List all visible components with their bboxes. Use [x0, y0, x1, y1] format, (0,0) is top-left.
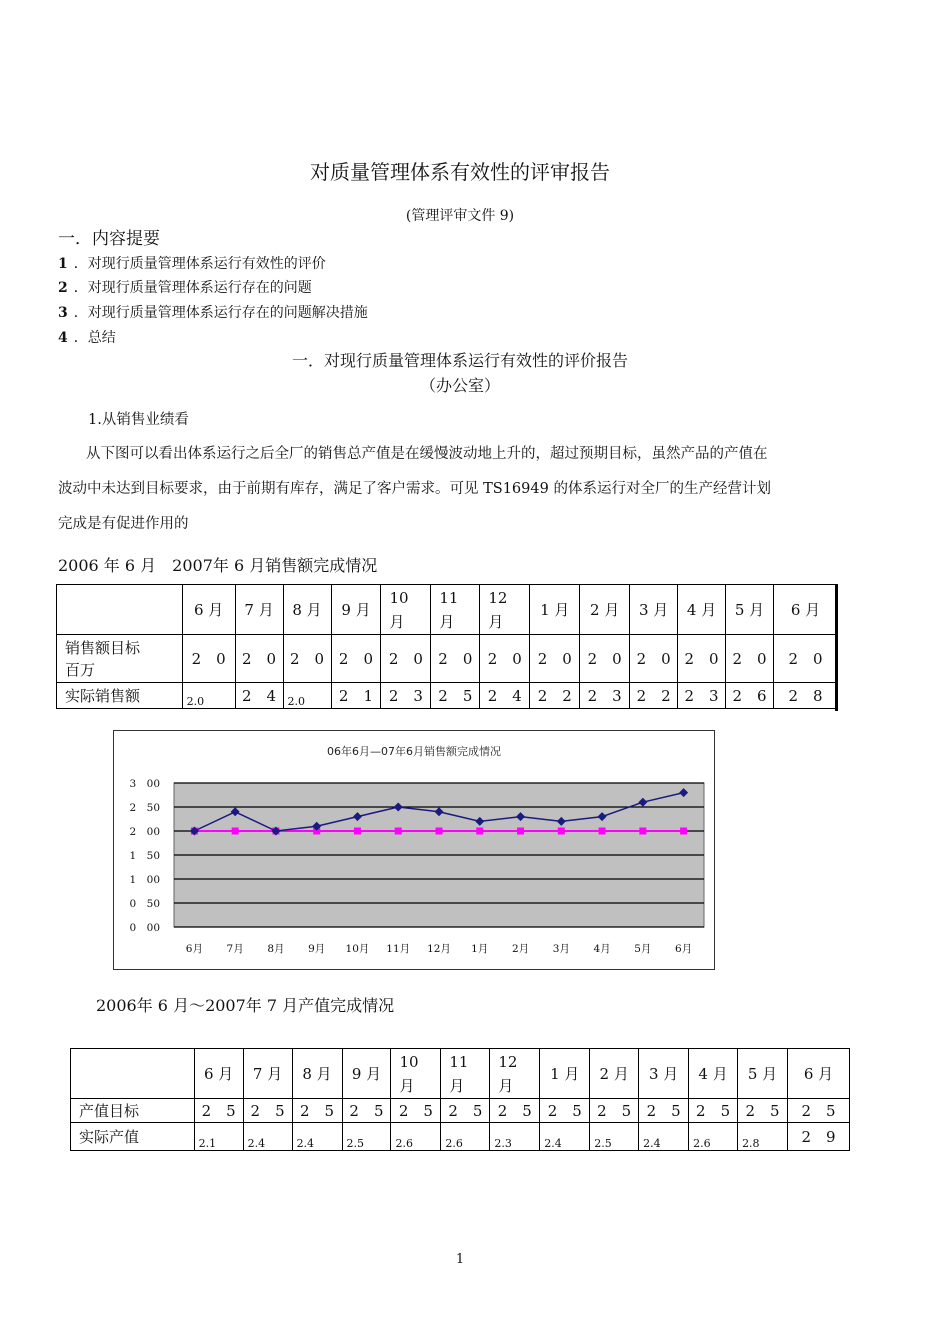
month-header: 4 月 [678, 585, 726, 635]
target-value-cell: 2 0 [530, 635, 580, 683]
row-label: 产值目标 [71, 1099, 195, 1123]
actual-value-cell: 2 3 [678, 683, 726, 709]
target-value-cell: 2 0 [283, 635, 331, 683]
table-row-target [71, 1099, 850, 1123]
month-header: 12 月 [490, 1049, 540, 1099]
actual-value-cell: 2.6 [441, 1123, 490, 1151]
data-point-target [558, 828, 565, 835]
item-text: ．对现行质量管理体系运行存在的问题 [73, 280, 312, 296]
target-value-cell: 2 0 [774, 635, 838, 683]
y-tick-label: 0 50 [129, 898, 160, 910]
target-value-cell: 2 5 [342, 1099, 391, 1123]
data-point-target [680, 828, 687, 835]
y-tick-label: 2 00 [129, 826, 160, 838]
target-value-cell: 2 5 [590, 1099, 639, 1123]
x-tick-label: 8月 [267, 943, 285, 955]
target-value-cell: 2 0 [480, 635, 530, 683]
y-tick-label: 1 00 [129, 874, 160, 886]
item-number: 2 [58, 280, 68, 296]
actual-value-cell: 2.0 [283, 683, 331, 709]
table2-caption: 2006年 6 月～2007年 7 月产值完成情况 [96, 996, 395, 1015]
target-value-cell: 2 5 [292, 1099, 342, 1123]
month-header: 12 月 [480, 585, 530, 635]
data-point-target [476, 828, 483, 835]
paragraph-line: 完成是有促进作用的 [58, 516, 189, 532]
actual-value-cell: 2 4 [480, 683, 530, 709]
month-header: 1 月 [540, 1049, 590, 1099]
sales-table [56, 584, 838, 709]
actual-value-cell: 2 6 [726, 683, 774, 709]
summary-item [58, 253, 326, 273]
chart-title: 06年6月—07年6月销售额完成情况 [327, 745, 501, 758]
actual-value-cell: 2 3 [580, 683, 630, 709]
body-paragraph [58, 437, 864, 542]
month-header: 6 月 [194, 1049, 243, 1099]
actual-value-cell: 2.4 [540, 1123, 590, 1151]
month-header: 10 月 [381, 585, 431, 635]
item-number: 1 [58, 256, 68, 272]
summary-item [58, 277, 312, 297]
x-tick-label: 6月 [185, 943, 203, 955]
data-point-target [599, 828, 606, 835]
target-value-cell: 2 0 [678, 635, 726, 683]
month-header: 6 月 [182, 585, 235, 635]
month-header: 4 月 [689, 1049, 738, 1099]
month-header: 9 月 [342, 1049, 391, 1099]
target-value-cell: 2 5 [391, 1099, 441, 1123]
x-tick-label: 12月 [427, 943, 451, 955]
x-tick-label: 9月 [308, 943, 326, 955]
actual-value-cell: 2.4 [243, 1123, 292, 1151]
data-point-target [232, 828, 239, 835]
month-header: 8 月 [283, 585, 331, 635]
x-tick-label: 6月 [675, 943, 693, 955]
actual-value-cell: 2 1 [331, 683, 381, 709]
x-tick-label: 5月 [634, 943, 652, 955]
y-tick-label: 1 50 [129, 850, 160, 862]
actual-value-cell: 2.5 [342, 1123, 391, 1151]
x-tick-label: 3月 [552, 943, 570, 955]
actual-value-cell: 2 5 [431, 683, 480, 709]
data-point-target [436, 828, 443, 835]
month-header: 8 月 [292, 1049, 342, 1099]
table-header-row [71, 1049, 850, 1099]
table-corner-cell [71, 1049, 195, 1099]
table-row-actual [57, 683, 838, 709]
target-value-cell: 2 5 [243, 1099, 292, 1123]
month-header: 6 月 [774, 585, 838, 635]
month-header: 11 月 [441, 1049, 490, 1099]
item-text: ．对现行质量管理体系运行存在的问题解决措施 [73, 305, 368, 321]
month-header: 2 月 [590, 1049, 639, 1099]
target-value-cell: 2 0 [182, 635, 235, 683]
table-border-accent [835, 584, 838, 711]
month-header: 3 月 [639, 1049, 689, 1099]
sales-chart [113, 730, 715, 970]
month-header: 7 月 [235, 585, 283, 635]
x-tick-label: 2月 [511, 943, 530, 955]
row-label: 销售额目标 百万 [57, 635, 183, 683]
target-value-cell: 2 5 [689, 1099, 738, 1123]
item-text: ．对现行质量管理体系运行有效性的评价 [73, 256, 326, 272]
report-department: （办公室） [419, 376, 500, 395]
paragraph-line: 从下图可以看出体系运行之后全厂的销售总产值是在缓慢波动地上升的，超过预期目标，虽然产品的产值在 [86, 446, 768, 462]
month-header: 6 月 [788, 1049, 850, 1099]
month-header: 7 月 [243, 1049, 292, 1099]
actual-value-cell: 2.0 [182, 683, 235, 709]
data-point-target [517, 828, 524, 835]
table-corner-cell [57, 585, 183, 635]
month-header: 9 月 [331, 585, 381, 635]
target-value-cell: 2 0 [580, 635, 630, 683]
target-value-cell: 2 5 [194, 1099, 243, 1123]
y-tick-label: 3 00 [129, 778, 160, 790]
item-text: ．总结 [73, 330, 116, 346]
month-header: 5 月 [738, 1049, 788, 1099]
target-value-cell: 2 5 [490, 1099, 540, 1123]
actual-value-cell: 2.8 [738, 1123, 788, 1151]
x-tick-label: 10月 [345, 943, 370, 955]
item-number: 4 [58, 330, 68, 346]
row-label: 实际产值 [71, 1123, 195, 1151]
actual-value-cell: 2.4 [639, 1123, 689, 1151]
target-value-cell: 2 0 [235, 635, 283, 683]
x-tick-label: 11月 [386, 943, 411, 955]
report-title: 一．对现行质量管理体系运行有效性的评价报告 [291, 351, 628, 370]
document-subtitle: (管理评审文件 9) [405, 208, 515, 224]
table1-caption: 2006 年 6 月 2007年 6 月销售额完成情况 [58, 556, 378, 575]
target-value-cell: 2 5 [441, 1099, 490, 1123]
month-header: 3 月 [630, 585, 678, 635]
y-tick-label: 2 50 [129, 802, 160, 814]
month-header: 10 月 [391, 1049, 441, 1099]
table-row-actual [71, 1123, 850, 1151]
actual-value-cell: 2.5 [590, 1123, 639, 1151]
data-point-target [395, 828, 402, 835]
section-heading-summary: 一．内容提要 [58, 229, 160, 249]
target-value-cell: 2 5 [738, 1099, 788, 1123]
table-row-target [57, 635, 838, 683]
table-header-row [57, 585, 838, 635]
actual-value-cell: 2 9 [788, 1123, 850, 1151]
target-value-cell: 2 5 [540, 1099, 590, 1123]
target-value-cell: 2 0 [381, 635, 431, 683]
target-value-cell: 2 0 [726, 635, 774, 683]
actual-value-cell: 2 8 [774, 683, 838, 709]
x-tick-label: 4月 [593, 943, 611, 955]
month-header: 1 月 [530, 585, 580, 635]
target-value-cell: 2 0 [431, 635, 480, 683]
actual-value-cell: 2.4 [292, 1123, 342, 1151]
actual-value-cell: 2.6 [689, 1123, 738, 1151]
paragraph-line: 波动中未达到目标要求，由于前期有库存，满足了客户需求。可见 TS16949 的体系运行对全厂的生产经营计划 [58, 481, 771, 497]
actual-value-cell: 2.1 [194, 1123, 243, 1151]
row-label: 实际销售额 [57, 683, 183, 709]
data-point-target [639, 828, 646, 835]
actual-value-cell: 2 3 [381, 683, 431, 709]
subsection-heading: 1.从销售业绩看 [88, 412, 189, 428]
target-value-cell: 2 5 [788, 1099, 850, 1123]
actual-value-cell: 2 4 [235, 683, 283, 709]
summary-item [58, 327, 116, 347]
item-number: 3 [58, 305, 68, 321]
month-header: 5 月 [726, 585, 774, 635]
data-point-target [354, 828, 361, 835]
actual-value-cell: 2.6 [391, 1123, 441, 1151]
actual-value-cell: 2 2 [530, 683, 580, 709]
summary-item [58, 302, 368, 322]
actual-value-cell: 2 2 [630, 683, 678, 709]
sales-line-chart [114, 731, 714, 969]
output-table [70, 1048, 850, 1151]
actual-value-cell: 2.3 [490, 1123, 540, 1151]
target-value-cell: 2 0 [630, 635, 678, 683]
x-tick-label: 7月 [226, 943, 244, 955]
month-header: 2 月 [580, 585, 630, 635]
target-value-cell: 2 5 [639, 1099, 689, 1123]
target-value-cell: 2 0 [331, 635, 381, 683]
y-tick-label: 0 00 [129, 922, 160, 934]
page-number: 1 [455, 1252, 465, 1267]
month-header: 11 月 [431, 585, 480, 635]
x-tick-label: 1月 [471, 943, 489, 955]
page-title: 对质量管理体系有效性的评审报告 [310, 160, 610, 184]
